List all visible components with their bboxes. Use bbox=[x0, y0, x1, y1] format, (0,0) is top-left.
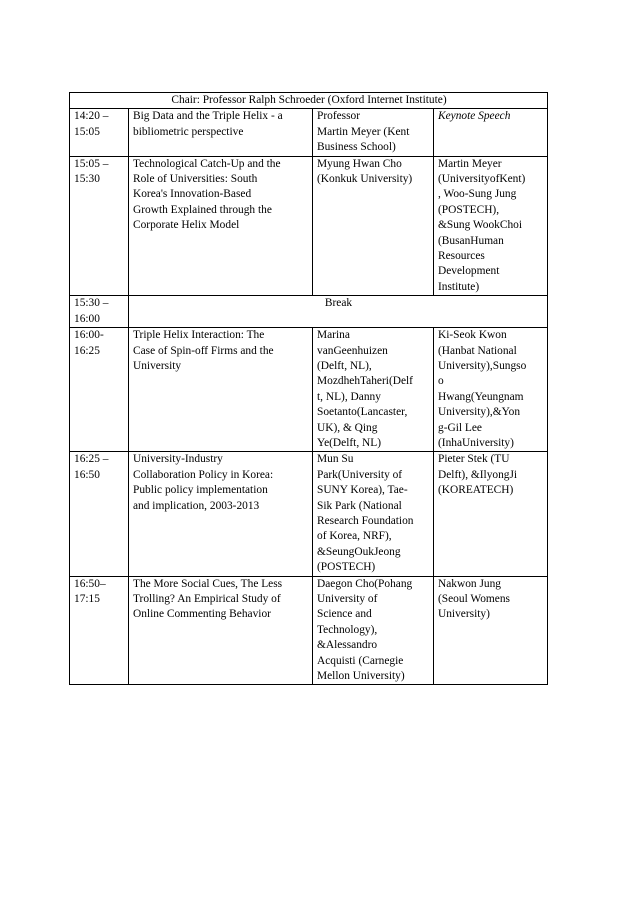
speaker-line: University of bbox=[317, 593, 378, 605]
session-schedule-table bbox=[69, 92, 548, 685]
title-line: Technological Catch-Up and the bbox=[133, 157, 281, 170]
time-cell bbox=[70, 109, 129, 156]
title-line: Trolling? An Empirical Study of bbox=[133, 593, 281, 605]
title-line: The More Social Cues, The Less bbox=[133, 577, 283, 590]
speaker-cell bbox=[313, 452, 434, 576]
title-line: University bbox=[133, 359, 182, 372]
coauthor-line: (BusanHuman bbox=[438, 234, 504, 247]
title-line: University-Industry bbox=[133, 453, 223, 466]
time-start: 15:05 – bbox=[74, 157, 109, 170]
coauthor-line: (InhaUniversity) bbox=[438, 436, 514, 449]
title-line: and implication, 2003-2013 bbox=[133, 499, 260, 512]
title-line: Public policy implementation bbox=[133, 484, 268, 497]
title-cell bbox=[129, 452, 313, 576]
table-row bbox=[70, 328, 548, 452]
speaker-line: (Delft, NL), bbox=[317, 359, 372, 372]
time-start: 16:50– bbox=[74, 577, 106, 590]
time-end: 15:05 bbox=[74, 125, 100, 138]
session-chair: Chair: Professor Ralph Schroeder (Oxford Internet Institute) bbox=[70, 93, 548, 109]
title-line: bibliometric perspective bbox=[133, 125, 244, 138]
time-start: 16:00- bbox=[74, 329, 104, 342]
table-row bbox=[70, 576, 548, 685]
time-end: 15:30 bbox=[74, 173, 100, 186]
break-row bbox=[70, 296, 548, 328]
coauthor-line: (UniversityofKent) bbox=[438, 173, 526, 186]
coauthor-line: g-Gil Lee bbox=[438, 421, 482, 434]
speaker-cell bbox=[313, 109, 434, 156]
coauthor-line: Development bbox=[438, 265, 500, 278]
coauthor-line: , Woo-Sung Jung bbox=[438, 188, 517, 201]
speaker-line: Mellon University) bbox=[317, 670, 405, 683]
coauthors-cell bbox=[434, 109, 548, 156]
title-cell bbox=[129, 156, 313, 296]
time-start: 15:30 – bbox=[74, 297, 109, 310]
keynote-label: Keynote Speech bbox=[438, 110, 511, 123]
title-line: Triple Helix Interaction: The bbox=[133, 329, 265, 342]
title-line: Korea's Innovation-Based bbox=[133, 188, 252, 201]
time-end: 16:50 bbox=[74, 468, 100, 481]
speaker-line: Mun Su bbox=[317, 453, 354, 466]
speaker-line: Myung Hwan Cho bbox=[317, 157, 402, 170]
speaker-cell bbox=[313, 328, 434, 452]
coauthor-line: Martin Meyer bbox=[438, 157, 502, 170]
title-cell bbox=[129, 576, 313, 685]
coauthors-cell bbox=[434, 576, 548, 685]
coauthor-line: Delft), &IlyongJi bbox=[438, 468, 518, 481]
time-cell bbox=[70, 296, 129, 328]
speaker-line: Sik Park (National bbox=[317, 499, 402, 512]
coauthors-cell bbox=[434, 452, 548, 576]
speaker-line: SUNY Korea), Tae- bbox=[317, 484, 408, 497]
coauthor-line: Nakwon Jung bbox=[438, 577, 501, 590]
time-end: 16:00 bbox=[74, 312, 100, 325]
title-line: Big Data and the Triple Helix - a bbox=[133, 110, 283, 123]
time-cell bbox=[70, 156, 129, 296]
time-end: 17:15 bbox=[74, 593, 100, 605]
time-end: 16:25 bbox=[74, 344, 100, 357]
speaker-line: UK), & Qing bbox=[317, 421, 378, 434]
time-cell bbox=[70, 576, 129, 685]
speaker-line: Martin Meyer (Kent bbox=[317, 125, 410, 138]
speaker-line: Professor bbox=[317, 110, 361, 123]
speaker-line: Ye(Delft, NL) bbox=[317, 436, 382, 449]
coauthor-line: Institute) bbox=[438, 280, 480, 293]
chair-row bbox=[70, 93, 548, 109]
break-label: Break bbox=[129, 296, 548, 328]
speaker-line: (Konkuk University) bbox=[317, 173, 413, 186]
speaker-line: &Alessandro bbox=[317, 639, 378, 652]
coauthors-cell bbox=[434, 156, 548, 296]
speaker-line: t, NL), Danny bbox=[317, 390, 381, 403]
title-cell bbox=[129, 109, 313, 156]
table-row bbox=[70, 156, 548, 296]
title-line: Online Commenting Behavior bbox=[133, 608, 271, 621]
time-cell bbox=[70, 452, 129, 576]
time-cell bbox=[70, 328, 129, 452]
coauthor-line: Pieter Stek (TU bbox=[438, 453, 510, 466]
coauthor-line: Hwang(Yeungnam bbox=[438, 390, 524, 403]
speaker-line: Acquisti (Carnegie bbox=[317, 654, 404, 667]
speaker-line: Business School) bbox=[317, 141, 396, 154]
time-start: 14:20 – bbox=[74, 110, 109, 123]
time-start: 16:25 – bbox=[74, 453, 109, 466]
speaker-line: Marina bbox=[317, 329, 350, 342]
title-line: Role of Universities: South bbox=[133, 173, 258, 186]
coauthors-cell bbox=[434, 328, 548, 452]
speaker-line: Technology), bbox=[317, 623, 378, 636]
coauthor-line: University),Sungso bbox=[438, 359, 527, 372]
speaker-line: (POSTECH) bbox=[317, 561, 376, 574]
speaker-line: &SeungOukJeong bbox=[317, 545, 401, 558]
coauthor-line: (POSTECH), bbox=[438, 203, 500, 216]
coauthor-line: (KOREATECH) bbox=[438, 484, 514, 497]
title-line: Growth Explained through the bbox=[133, 203, 272, 216]
coauthor-line: o bbox=[438, 375, 444, 388]
table-row bbox=[70, 452, 548, 576]
title-line: Corporate Helix Model bbox=[133, 219, 240, 232]
title-line: Collaboration Policy in Korea: bbox=[133, 468, 274, 481]
speaker-line: Park(University of bbox=[317, 468, 403, 481]
speaker-line: vanGeenhuizen bbox=[317, 344, 388, 357]
table-row bbox=[70, 109, 548, 156]
coauthor-line: Ki-Seok Kwon bbox=[438, 329, 507, 342]
coauthor-line: &Sung WookChoi bbox=[438, 219, 522, 232]
speaker-line: Soetanto(Lancaster, bbox=[317, 406, 408, 419]
speaker-line: MozdhehTaheri(Delf bbox=[317, 375, 413, 388]
speaker-cell bbox=[313, 156, 434, 296]
speaker-line: Research Foundation bbox=[317, 514, 414, 527]
coauthor-line: (Hanbat National bbox=[438, 344, 517, 357]
speaker-line: Daegon Cho(Pohang bbox=[317, 577, 413, 590]
coauthor-line: Resources bbox=[438, 250, 485, 263]
coauthor-line: (Seoul Womens bbox=[438, 593, 510, 605]
speaker-line: of Korea, NRF), bbox=[317, 530, 392, 543]
coauthor-line: University),&Yon bbox=[438, 406, 521, 419]
title-cell bbox=[129, 328, 313, 452]
speaker-cell bbox=[313, 576, 434, 685]
speaker-line: Science and bbox=[317, 608, 372, 621]
coauthor-line: University) bbox=[438, 608, 490, 621]
title-line: Case of Spin-off Firms and the bbox=[133, 344, 274, 357]
